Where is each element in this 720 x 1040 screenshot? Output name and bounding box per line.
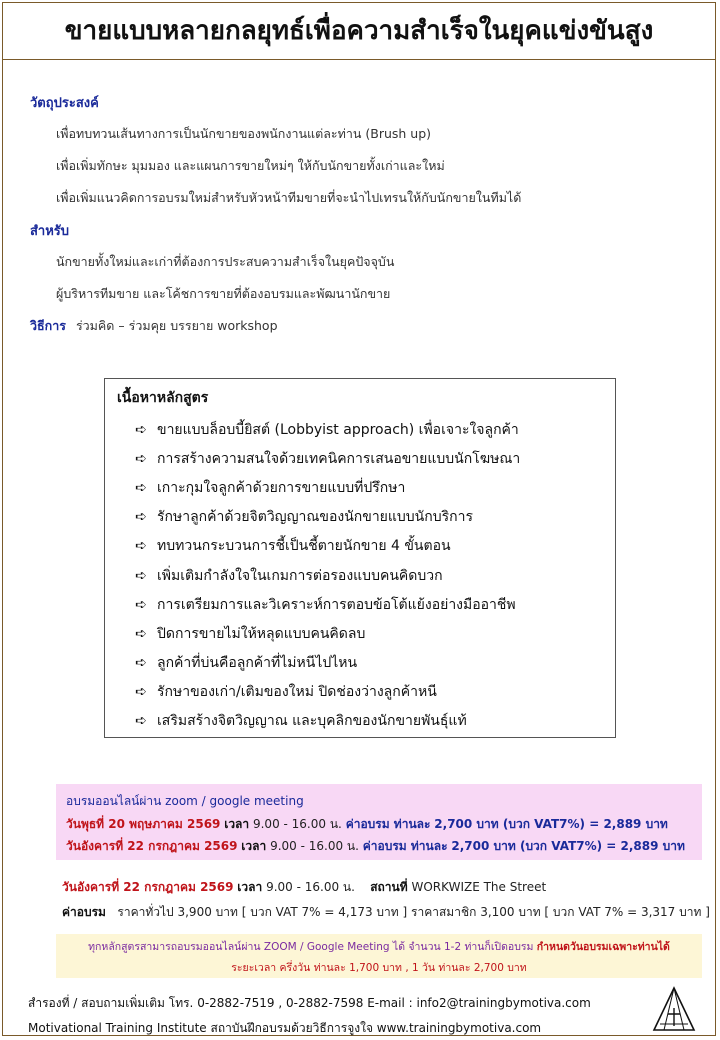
onsite-session	[62, 878, 710, 928]
course-topic	[135, 561, 520, 590]
general-price: 3,900 บาท [ บวก VAT 7% = 4,173 บาท ]	[177, 905, 408, 919]
note-highlight: กำหนดวันอบรมเฉพาะท่านได้	[536, 941, 670, 953]
method-value: ร่วมคิด – ร่วมคุย บรรยาย workshop	[75, 318, 278, 333]
session-time: 9.00 - 16.00 น.	[270, 839, 359, 853]
arrow-right-icon: ➪	[135, 479, 147, 496]
session-time: 9.00 - 16.00 น.	[252, 817, 342, 831]
session-fee: 2,700 บาท (บวก VAT7%) = 2,889 บาท	[434, 817, 668, 831]
course-topic	[135, 678, 520, 707]
course-topic-label: เพิ่มเติมกำลังใจในเกมการต่อรองแบบคนคิดบวก	[157, 567, 443, 584]
course-topic-label: ขายแบบล็อบบี้ยิสต์ (Lobbyist approach) เพื่อเจาะใจลูกค้า	[157, 421, 519, 438]
session-fee: 2,700 บาท (บวก VAT7%) = 2,889 บาท	[451, 839, 685, 853]
objective-item: เพื่อเพิ่มแนวคิดการอบรมใหม่สำหรับหัวหน้าทีมขายที่จะนำไปเทรนให้กับนักขายในทีมได้	[56, 190, 522, 205]
online-heading: อบรมออนไลน์ผ่าน zoom / google meeting	[66, 794, 304, 808]
footer-contact: สำรองที่ / สอบถามเพิ่มเติม โทร. 0-2882-7519 , 0-2882-7598 E-mail : info2@trainingbymotiva.com	[28, 996, 591, 1010]
session-fee-label: ค่าอบรม ท่านละ	[362, 839, 448, 853]
course-topic-label: ปิดการขายไม่ให้หลุดแบบคนคิดลบ	[157, 625, 366, 642]
objective-item: เพื่อเพิ่มทักษะ มุมมอง และแผนการขายใหม่ๆ ให้กับนักขายทั้งเก่าและใหม่	[56, 158, 445, 173]
footer-institute: Motivational Training Institute สถาบันฝึกอบรมด้วยวิธีการจูงใจ www.trainingbymotiva.com	[28, 1021, 542, 1035]
arrow-right-icon: ➪	[135, 538, 147, 555]
arrow-right-icon: ➪	[135, 421, 147, 438]
audience-item: ผู้บริหารทีมขาย และโค้ชการขายที่ต้องอบรมและพัฒนานักขาย	[56, 286, 391, 301]
course-topic-label: การสร้างความสนใจด้วยเทคนิคการเสนอขายแบบนักโฆษณา	[157, 450, 521, 467]
onsite-date-row	[62, 878, 710, 897]
session-fee-label: ค่าอบรม ท่านละ	[345, 817, 431, 831]
arrow-right-icon: ➪	[135, 596, 147, 613]
onsite-time: 9.00 - 16.00 น.	[266, 880, 355, 894]
member-price-label: ราคาสมาชิก	[411, 905, 477, 919]
arrow-right-icon: ➪	[135, 567, 147, 584]
arrow-right-icon: ➪	[135, 625, 147, 642]
course-topic-label: รักษาของเก่า/เติมของใหม่ ปิดช่องว่างลูกค้าหนี	[157, 684, 437, 701]
arrow-right-icon: ➪	[135, 713, 147, 730]
arrow-right-icon: ➪	[135, 450, 147, 467]
course-topic	[135, 707, 520, 736]
course-topic-label: ทบทวนกระบวนการชี้เป็นชี้ตายนักขาย 4 ขั้นตอน	[157, 538, 451, 555]
general-price-label: ราคาทั่วไป	[117, 905, 174, 919]
online-note-panel	[56, 934, 702, 978]
title-bar	[2, 2, 716, 60]
course-topic	[135, 590, 520, 619]
course-topic	[135, 473, 520, 502]
course-topic-label: เสริมสร้างจิตวิญญาณ และบุคลิกของนักขายพันธุ์แท้	[157, 713, 467, 730]
objectives-heading: วัตถุประสงค์	[30, 96, 99, 111]
course-topic	[135, 503, 520, 532]
course-topic	[135, 649, 520, 678]
method-label: วิธีการ	[30, 318, 66, 333]
course-topic	[135, 444, 520, 473]
onsite-date: วันอังคารที่ 22 กรกฎาคม 2569	[62, 880, 234, 894]
course-content-list	[135, 415, 520, 736]
objective-item: เพื่อทบทวนเส้นทางการเป็นนักขายของพนักงานแต่ละท่าน (Brush up)	[56, 126, 432, 141]
online-session-row	[66, 837, 692, 856]
method-row	[30, 316, 278, 336]
note-text: ทุกหลักสูตรสามารถอบรมออนไลน์ผ่าน ZOOM / Google Meeting ได้ จำนวน 1-2 ท่านก็เปิดอบรม	[88, 941, 534, 953]
arrow-right-icon: ➪	[135, 684, 147, 701]
online-sessions-panel	[56, 784, 702, 860]
onsite-time-label: เวลา	[237, 880, 263, 894]
session-date: วันพุธที่ 20 พฤษภาคม 2569	[66, 817, 221, 831]
arrow-right-icon: ➪	[135, 655, 147, 672]
session-time-label: เวลา	[224, 817, 250, 831]
session-date: วันอังคารที่ 22 กรกฎาคม 2569	[66, 839, 238, 853]
arrow-right-icon: ➪	[135, 509, 147, 526]
course-topic-label: เกาะกุมใจลูกค้าด้วยการขายแบบที่ปรึกษา	[157, 479, 406, 496]
course-content-heading: เนื้อหาหลักสูตร	[117, 390, 209, 406]
member-price: 3,100 บาท [ บวก VAT 7% = 3,317 บาท ]	[480, 905, 710, 919]
course-topic	[135, 532, 520, 561]
onsite-fee-row	[62, 903, 710, 922]
course-topic-label: ลูกค้าที่บ่นคือลูกค้าที่ไม่หนีไปไหน	[157, 655, 358, 672]
session-time-label: เวลา	[241, 839, 267, 853]
onsite-place: WORKWIZE The Street	[411, 880, 547, 894]
note-price-line: ระยะเวลา ครึ่งวัน ท่านละ 1,700 บาท , 1 วัน ท่านละ 2,700 บาท	[231, 962, 527, 974]
audience-item: นักขายทั้งใหม่และเก่าที่ต้องการประสบความสำเร็จในยุคปัจจุบัน	[56, 254, 395, 269]
onsite-fee-label: ค่าอบรม	[62, 905, 106, 919]
course-topic-label: รักษาลูกค้าด้วยจิตวิญญาณของนักขายแบบนักบริการ	[157, 509, 473, 526]
page-title: ขายแบบหลายกลยุทธ์เพื่อความสำเร็จในยุคแข่งขันสูง	[64, 16, 654, 46]
audience-heading: สำหรับ	[30, 224, 70, 239]
institute-logo	[648, 984, 700, 1036]
online-session-row	[66, 815, 692, 834]
note-line	[56, 938, 702, 955]
course-topic	[135, 619, 520, 648]
onsite-place-label: สถานที่	[370, 880, 408, 894]
course-topic	[135, 415, 520, 444]
course-content-box	[104, 378, 616, 738]
course-topic-label: การเตรียมการและวิเคราะห์การตอบข้อโต้แย้งอย่างมืออาชีพ	[157, 596, 516, 613]
